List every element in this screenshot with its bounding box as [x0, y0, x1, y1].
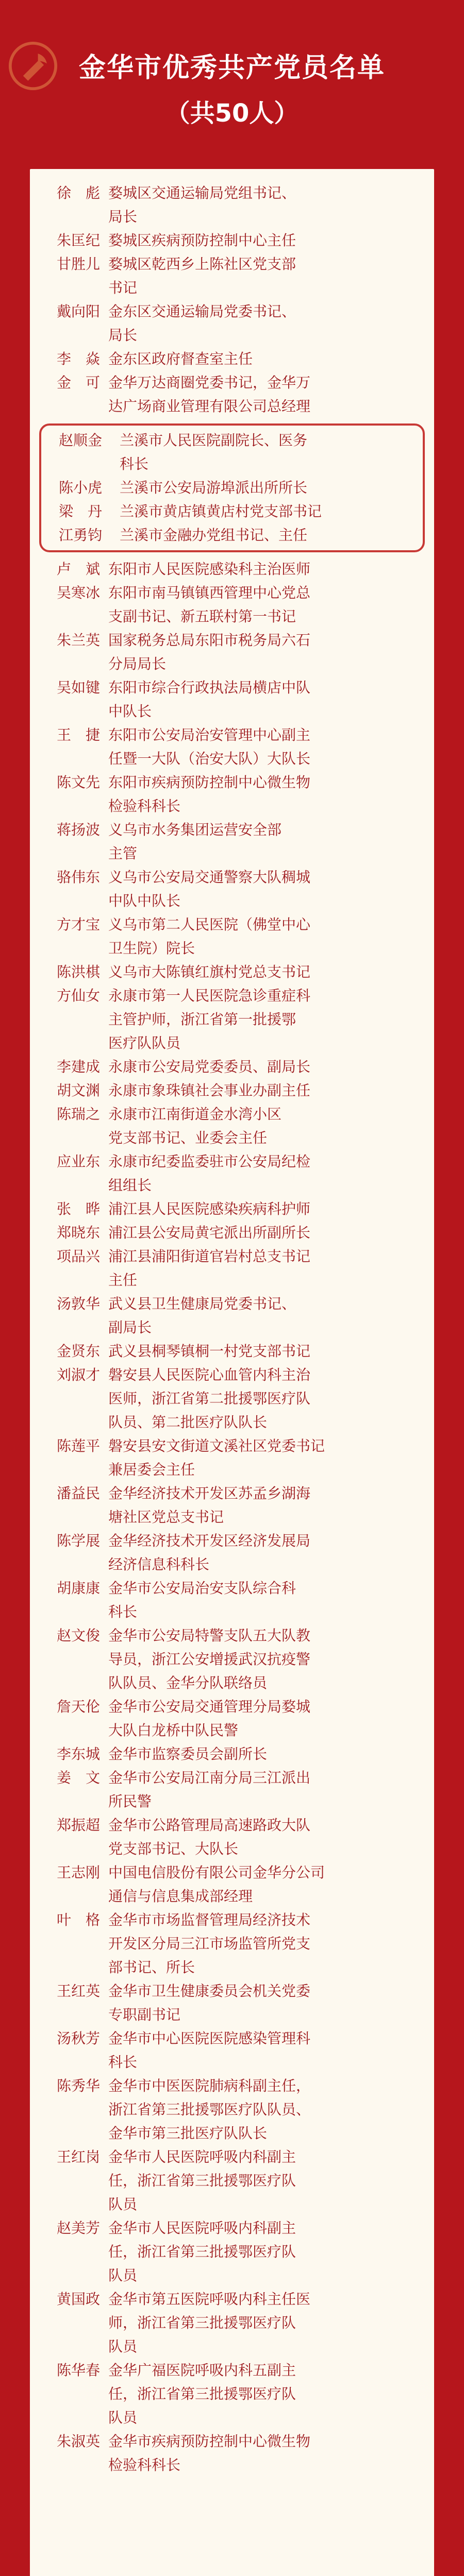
member-position: 磐安县人民医院心血管内科主治 医师，浙江省第二批援鄂医疗队 队员、第二批医疗队队长 — [108, 1366, 311, 1431]
list-item — [30, 1814, 434, 1861]
member-position: 永康市象珠镇社会事业办副主任 — [108, 1082, 311, 1099]
list-item — [30, 2216, 434, 2287]
member-position: 金华市公路管理局高速路政大队 党支部书记、大队长 — [108, 1817, 311, 1857]
list-item — [30, 960, 434, 984]
list-item — [30, 2430, 434, 2477]
member-position: 金东区政府督查室主任 — [108, 350, 253, 367]
member-position: 金华市公安局特警支队五大队教 导员，浙江公安增援武汉抗疫警 队队员、金华分队联络员 — [108, 1627, 311, 1691]
member-position: 东阳市人民医院感染科主治医师 — [108, 561, 311, 578]
member-position: 金华万达商圈党委书记，金华万 达广场商业管理有限公司总经理 — [108, 374, 311, 415]
member-name: 应业东 — [57, 1153, 101, 1170]
member-position: 兰溪市人民医院副院长、医务 科长 — [120, 432, 308, 472]
list-item — [30, 723, 434, 771]
member-name: 刘淑才 — [57, 1366, 101, 1383]
list-item — [30, 1292, 434, 1340]
list-item — [30, 1150, 434, 1197]
content-panel — [30, 169, 434, 2576]
list-item — [30, 229, 434, 252]
member-position: 金华市公安局治安支队综合科 科长 — [108, 1580, 296, 1620]
member-position: 武义县桐琴镇桐一村党支部书记 — [108, 1343, 311, 1360]
member-position: 浦江县公安局黄宅派出所副所长 — [108, 1224, 311, 1241]
member-position: 金华经济技术开发区经济发展局 经济信息科科长 — [108, 1532, 311, 1573]
member-name: 王红岗 — [57, 2148, 101, 2165]
list-item — [30, 984, 434, 1055]
member-name: 李东城 — [57, 1745, 101, 1762]
member-position: 婺城区乾西乡上陈社区党支部 书记 — [108, 256, 296, 296]
member-position: 义乌市第二人民医院（佛堂中心 卫生院）院长 — [108, 916, 311, 957]
member-position: 金华广福医院呼吸内科五副主 任，浙江省第三批援鄂医疗队 队员 — [108, 2362, 296, 2426]
member-name: 陈小虎 — [59, 479, 103, 496]
member-name: 胡康康 — [57, 1580, 101, 1597]
list-item — [30, 1434, 434, 1482]
member-position: 东阳市南马镇镇西管理中心党总 支副书记、新五联村第一书记 — [108, 584, 311, 625]
member-position: 金华市中医医院肺病科副主任， 浙江省第三批援鄂医疗队队员、 金华市第三批医疗队队长 — [108, 2077, 311, 2142]
member-position: 中国电信股份有限公司金华分公司 通信与信息集成部经理 — [108, 1864, 325, 1905]
member-name: 江勇钧 — [59, 527, 103, 544]
member-name: 赵美芳 — [57, 2219, 101, 2236]
list-item — [30, 629, 434, 676]
list-item — [30, 866, 434, 913]
list-item — [41, 500, 423, 523]
member-position: 金华市卫生健康委员会机关党委 专职副书记 — [108, 1982, 311, 2023]
list-item — [30, 2145, 434, 2216]
member-position: 武义县卫生健康局党委书记、 副局长 — [108, 1295, 296, 1336]
list-item — [30, 1624, 434, 1695]
list-item — [30, 1908, 434, 1979]
member-position: 婺城区疾病预防控制中心主任 — [108, 232, 296, 249]
list-item — [30, 1766, 434, 1814]
member-name: 郑晓东 — [57, 1224, 101, 1241]
member-position: 金华经济技术开发区苏孟乡湖海 塘社区党总支书记 — [108, 1485, 311, 1526]
member-name: 卢 斌 — [57, 561, 101, 578]
list-item — [30, 1103, 434, 1150]
member-position: 金华市疾病预防控制中心微生物 检验科科长 — [108, 2433, 311, 2473]
member-position: 婺城区交通运输局党组书记、 局长 — [108, 184, 296, 225]
member-position: 东阳市疾病预防控制中心微生物 检验科科长 — [108, 774, 311, 815]
member-name: 叶 格 — [57, 1911, 101, 1928]
member-name: 金 可 — [57, 374, 101, 391]
list-item — [30, 771, 434, 818]
member-name: 朱兰英 — [57, 632, 101, 649]
list-item — [30, 1055, 434, 1079]
list-item — [30, 1245, 434, 1292]
member-position: 兰溪市公安局游埠派出所所长 — [120, 479, 308, 496]
list-item — [30, 2074, 434, 2145]
list-item — [30, 300, 434, 347]
member-position: 浦江县人民医院感染疾病科护师 — [108, 1200, 311, 1217]
list-item — [30, 1363, 434, 1434]
member-name: 戴向阳 — [57, 303, 101, 320]
list-item — [30, 1340, 434, 1363]
member-position: 兰溪市金融办党组书记、主任 — [120, 527, 308, 544]
member-name: 张 晔 — [57, 1200, 101, 1217]
member-position: 金东区交通运输局党委书记、 局长 — [108, 303, 296, 344]
member-name: 陈华春 — [57, 2362, 101, 2379]
page-subtitle: （共50人） — [165, 99, 299, 128]
member-name: 陈莲平 — [57, 1437, 101, 1454]
member-position: 义乌市大陈镇红旗村党总支书记 — [108, 963, 311, 980]
member-position: 义乌市水务集团运营安全部 主管 — [108, 821, 282, 862]
list-item — [30, 1742, 434, 1766]
member-name: 王志刚 — [57, 1864, 101, 1881]
member-name: 朱淑英 — [57, 2433, 101, 2450]
list-item — [30, 1861, 434, 1908]
member-name: 姜 文 — [57, 1769, 101, 1786]
member-position: 永康市第一人民医院急诊重症科 主管护师，浙江省第一批援鄂 医疗队队员 — [108, 987, 311, 1052]
list-item — [30, 2359, 434, 2430]
list-item — [30, 581, 434, 629]
member-name: 汤秋芳 — [57, 2030, 101, 2047]
list-item — [41, 429, 423, 476]
list-item — [41, 476, 423, 500]
member-position: 永康市江南街道金水湾小区 党支部书记、业委会主任 — [108, 1106, 282, 1146]
list-item — [30, 2287, 434, 2359]
member-name: 陈瑞之 — [57, 1106, 101, 1123]
member-name: 赵顺金 — [59, 432, 103, 449]
header — [0, 52, 464, 129]
member-name: 甘胜儿 — [57, 256, 101, 273]
member-position: 金华市中心医院医院感染管理科 科长 — [108, 2030, 311, 2071]
member-name: 王红英 — [57, 1982, 101, 1999]
member-name: 吴寒冰 — [57, 584, 101, 601]
list-item — [30, 1979, 434, 2027]
member-name: 李 焱 — [57, 350, 101, 367]
member-position: 永康市公安局党委委员、副局长 — [108, 1058, 311, 1075]
member-position: 永康市纪委监委驻市公安局纪检 组组长 — [108, 1153, 311, 1194]
member-name: 赵文俊 — [57, 1627, 101, 1644]
list-item — [30, 1197, 434, 1221]
member-name: 潘益民 — [57, 1485, 101, 1502]
honor-list — [30, 181, 434, 2477]
member-name: 胡文渊 — [57, 1082, 101, 1099]
member-position: 金华市第五医院呼吸内科主任医 师，浙江省第三批援鄂医疗队 队员 — [108, 2291, 311, 2355]
page-title: 金华市优秀共产党员名单 — [78, 53, 385, 83]
list-item — [30, 2027, 434, 2074]
member-position: 金华市人民医院呼吸内科副主 任，浙江省第三批援鄂医疗队 队员 — [108, 2219, 296, 2284]
list-item — [30, 347, 434, 371]
list-item — [30, 676, 434, 723]
member-name: 方才宝 — [57, 916, 101, 933]
list-item — [41, 523, 423, 547]
member-name: 梁 丹 — [59, 503, 103, 520]
member-position: 东阳市综合行政执法局横店中队 中队长 — [108, 679, 311, 720]
member-position: 磐安县安文街道文溪社区党委书记 兼居委会主任 — [108, 1437, 325, 1478]
member-position: 金华市公安局交通管理分局婺城 大队白龙桥中队民警 — [108, 1698, 311, 1739]
list-item — [30, 181, 434, 229]
member-position: 金华市市场监督管理局经济技术 开发区分局三江市场监管所党支 部书记、所长 — [108, 1911, 311, 1976]
member-position: 金华市监察委员会副所长 — [108, 1745, 268, 1762]
list-item — [30, 557, 434, 581]
member-position: 金华市公安局江南分局三江派出 所民警 — [108, 1769, 311, 1810]
list-item — [30, 913, 434, 960]
member-position: 国家税务总局东阳市税务局六石 分局局长 — [108, 632, 311, 672]
member-name: 陈秀华 — [57, 2077, 101, 2094]
member-position: 浦江县浦阳街道官岩村总支书记 主任 — [108, 1248, 311, 1289]
list-item — [30, 1577, 434, 1624]
list-item — [30, 1695, 434, 1742]
list-item — [30, 1221, 434, 1245]
member-name: 骆伟东 — [57, 869, 101, 886]
member-name: 陈文先 — [57, 774, 101, 791]
member-name: 詹天伦 — [57, 1698, 101, 1715]
member-name: 王 捷 — [57, 726, 101, 743]
member-name: 蒋扬波 — [57, 821, 101, 838]
member-name: 方仙女 — [57, 987, 101, 1004]
member-position: 金华市人民医院呼吸内科副主 任，浙江省第三批援鄂医疗队 队员 — [108, 2148, 296, 2213]
list-item — [30, 252, 434, 300]
member-name: 黄国政 — [57, 2291, 101, 2308]
member-position: 兰溪市黄店镇黄店村党支部书记 — [120, 503, 322, 520]
member-position: 东阳市公安局治安管理中心副主 任暨一大队（治安大队）大队长 — [108, 726, 311, 767]
member-name: 朱匡纪 — [57, 232, 101, 249]
highlight-box — [39, 423, 425, 552]
member-name: 金贤东 — [57, 1343, 101, 1360]
member-name: 陈学展 — [57, 1532, 101, 1549]
list-item — [30, 1079, 434, 1103]
list-item — [30, 818, 434, 866]
list-item — [30, 371, 434, 418]
list-item — [30, 1482, 434, 1529]
member-name: 郑振超 — [57, 1817, 101, 1834]
member-name: 李建成 — [57, 1058, 101, 1075]
member-position: 义乌市公安局交通警察大队稠城 中队中队长 — [108, 869, 311, 909]
member-name: 徐 彪 — [57, 184, 101, 201]
list-item — [30, 1529, 434, 1577]
member-name: 汤敦华 — [57, 1295, 101, 1312]
member-name: 陈洪棋 — [57, 963, 101, 980]
member-name: 吴如键 — [57, 679, 101, 696]
member-name: 项品兴 — [57, 1248, 101, 1265]
